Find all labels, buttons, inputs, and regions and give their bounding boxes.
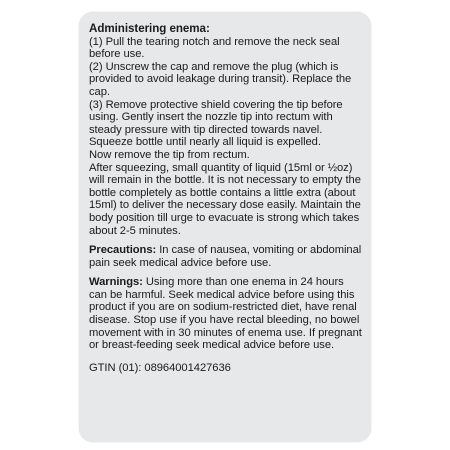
warnings-label: Warnings:	[89, 276, 143, 289]
step-3-text: (3) Remove protective shield covering the tip before using. Gently insert the nozzle tip into rectum with steady pressure with tip directed towards navel. Squeeze bottle until nearly all liquid is expelled.	[89, 98, 343, 149]
precautions-paragraph	[89, 244, 363, 269]
remove-tip-text: Now remove the tip from rectum.	[89, 148, 250, 161]
warnings-paragraph	[89, 276, 363, 352]
label-card	[79, 12, 371, 442]
step-1-text: (1) Pull the tearing notch and remove the neck seal before use.	[89, 35, 340, 61]
administering-heading: Administering enema:	[89, 22, 210, 35]
step-2-text: (2) Unscrew the cap and remove the plug (which is provided to avoid leakage during transit). Replace the cap.	[89, 60, 352, 98]
after-squeezing-text: After squeezing, small quantity of liquid (15ml or ½oz) will remain in the bottle. It is not necessary to empty the bottle completely as bottle contains a little extra (about 15ml) to deliver the necessary dose easily. Maintain the body position till urge to evacuate is strong which takes about 2-5 minutes.	[89, 161, 361, 237]
precautions-label: Precautions:	[89, 244, 157, 257]
gtin-code: GTIN (01): 08964001427636	[89, 361, 231, 374]
precautions-text: In case of nausea, vomiting or abdominal pain seek medical advice before use.	[89, 244, 362, 269]
warnings-text: Using more than one enema in 24 hours can be harmful. Seek medical advice before using this product if you are on sodium-restricted diet, have renal disease. Stop use if you have rectal bleeding, no bowel movement with in 30 minutes of enema use. If pregnant or breast-feeding seek medical advice before use.	[89, 276, 362, 352]
